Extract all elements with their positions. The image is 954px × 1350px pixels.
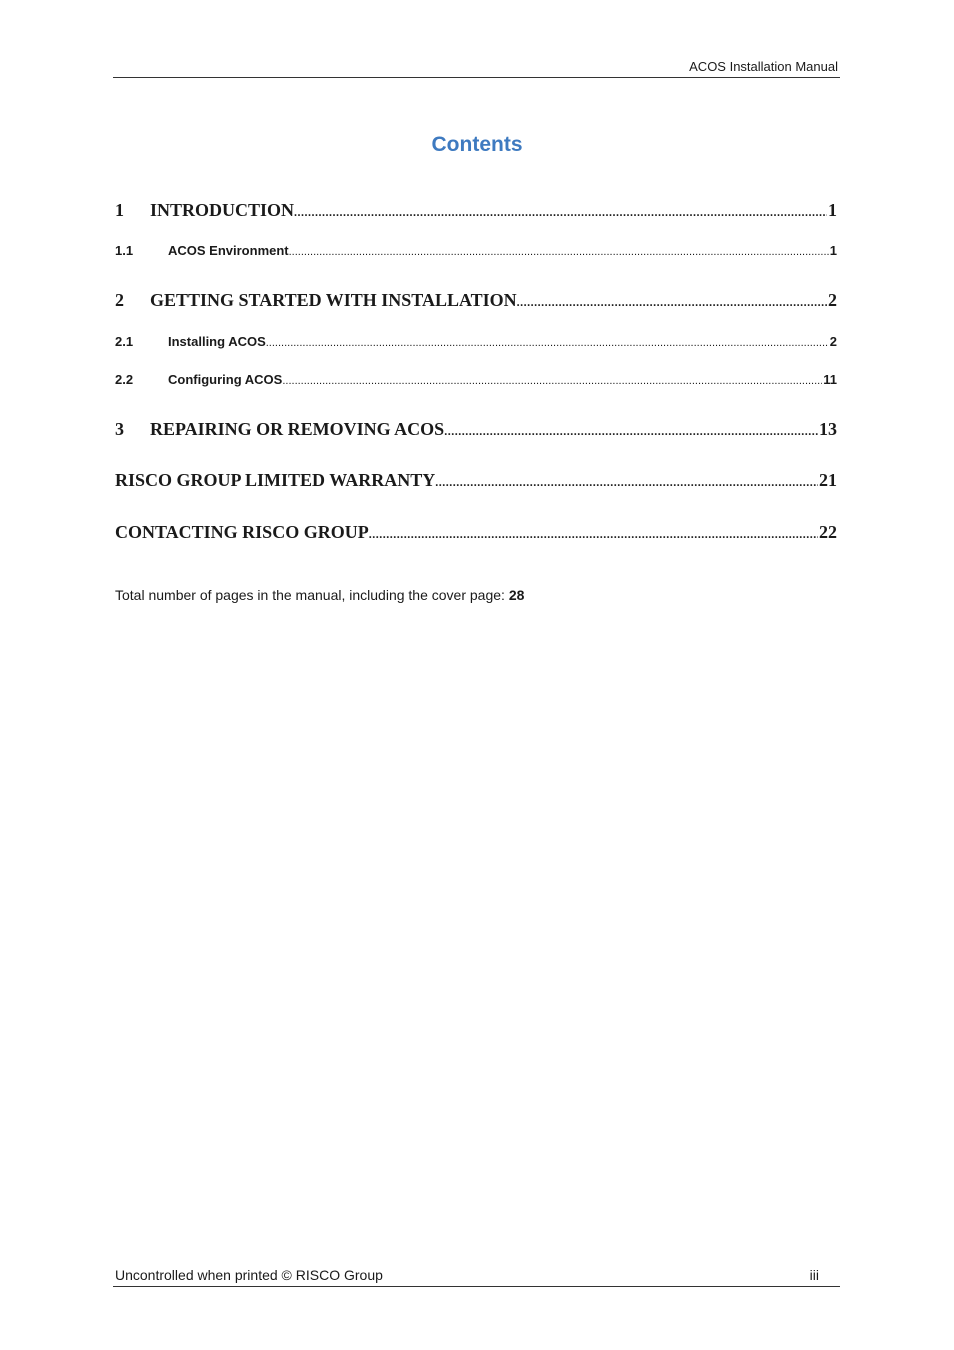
toc-entry[interactable] [115,372,837,387]
total-pages-value: 28 [508,587,525,603]
page-header [113,57,840,78]
total-pages-note [115,587,524,603]
toc-entry-number: 3 [115,419,124,439]
toc-entry[interactable] [115,290,837,311]
toc-entry-number: 2.2 [115,372,134,387]
toc-entry-title: INTRODUCTION [150,200,295,220]
page-footer [113,1266,840,1287]
toc-leader-dots [282,375,822,387]
toc-entry[interactable] [115,470,837,491]
toc-leader-dots [266,337,829,349]
footer-copyright: Uncontrolled when printed © RISCO Group [115,1267,383,1283]
toc-entry-number: 2.1 [115,334,134,349]
toc-entry-number: 2 [115,290,124,310]
toc-entry[interactable] [115,200,837,221]
toc-leader-dots [435,475,818,490]
toc-entry-page: 13 [819,419,837,439]
toc-leader-dots [517,295,827,310]
toc-entry-title: RISCO GROUP LIMITED WARRANTY [115,470,436,490]
toc-entry-title: GETTING STARTED WITH INSTALLATION [150,290,517,310]
toc-entry[interactable] [115,419,837,440]
toc-entry-page: 1 [829,243,837,258]
toc-leader-dots [444,424,818,439]
toc-entry[interactable] [115,334,837,349]
toc-entry-page: 22 [819,522,837,542]
toc-entry[interactable] [115,243,837,258]
toc-entry-title: Configuring ACOS [168,372,283,387]
toc-entry-page: 1 [828,200,837,220]
toc-leader-dots [289,246,829,258]
toc-entry-page: 11 [823,372,837,387]
toc-entry-page: 2 [828,290,837,310]
toc-entry-page: 21 [819,470,837,490]
toc-entry-title: Installing ACOS [168,334,266,349]
toc-leader-dots [294,205,827,220]
toc-leader-dots [369,527,818,542]
toc-entry-title: CONTACTING RISCO GROUP [115,522,369,542]
toc-entry-title: REPAIRING OR REMOVING ACOS [150,419,445,439]
header-title: ACOS Installation Manual [689,59,838,74]
footer-page-number: iii [809,1267,819,1283]
toc-entry-number: 1.1 [115,243,134,258]
toc-entry-page: 2 [829,334,837,349]
total-pages-label: Total number of pages in the manual, including the cover page: [115,587,505,603]
contents-title: Contents [431,133,523,156]
toc-entry[interactable] [115,522,837,543]
toc-entry-title: ACOS Environment [168,243,289,258]
toc-entry-number: 1 [115,200,124,220]
